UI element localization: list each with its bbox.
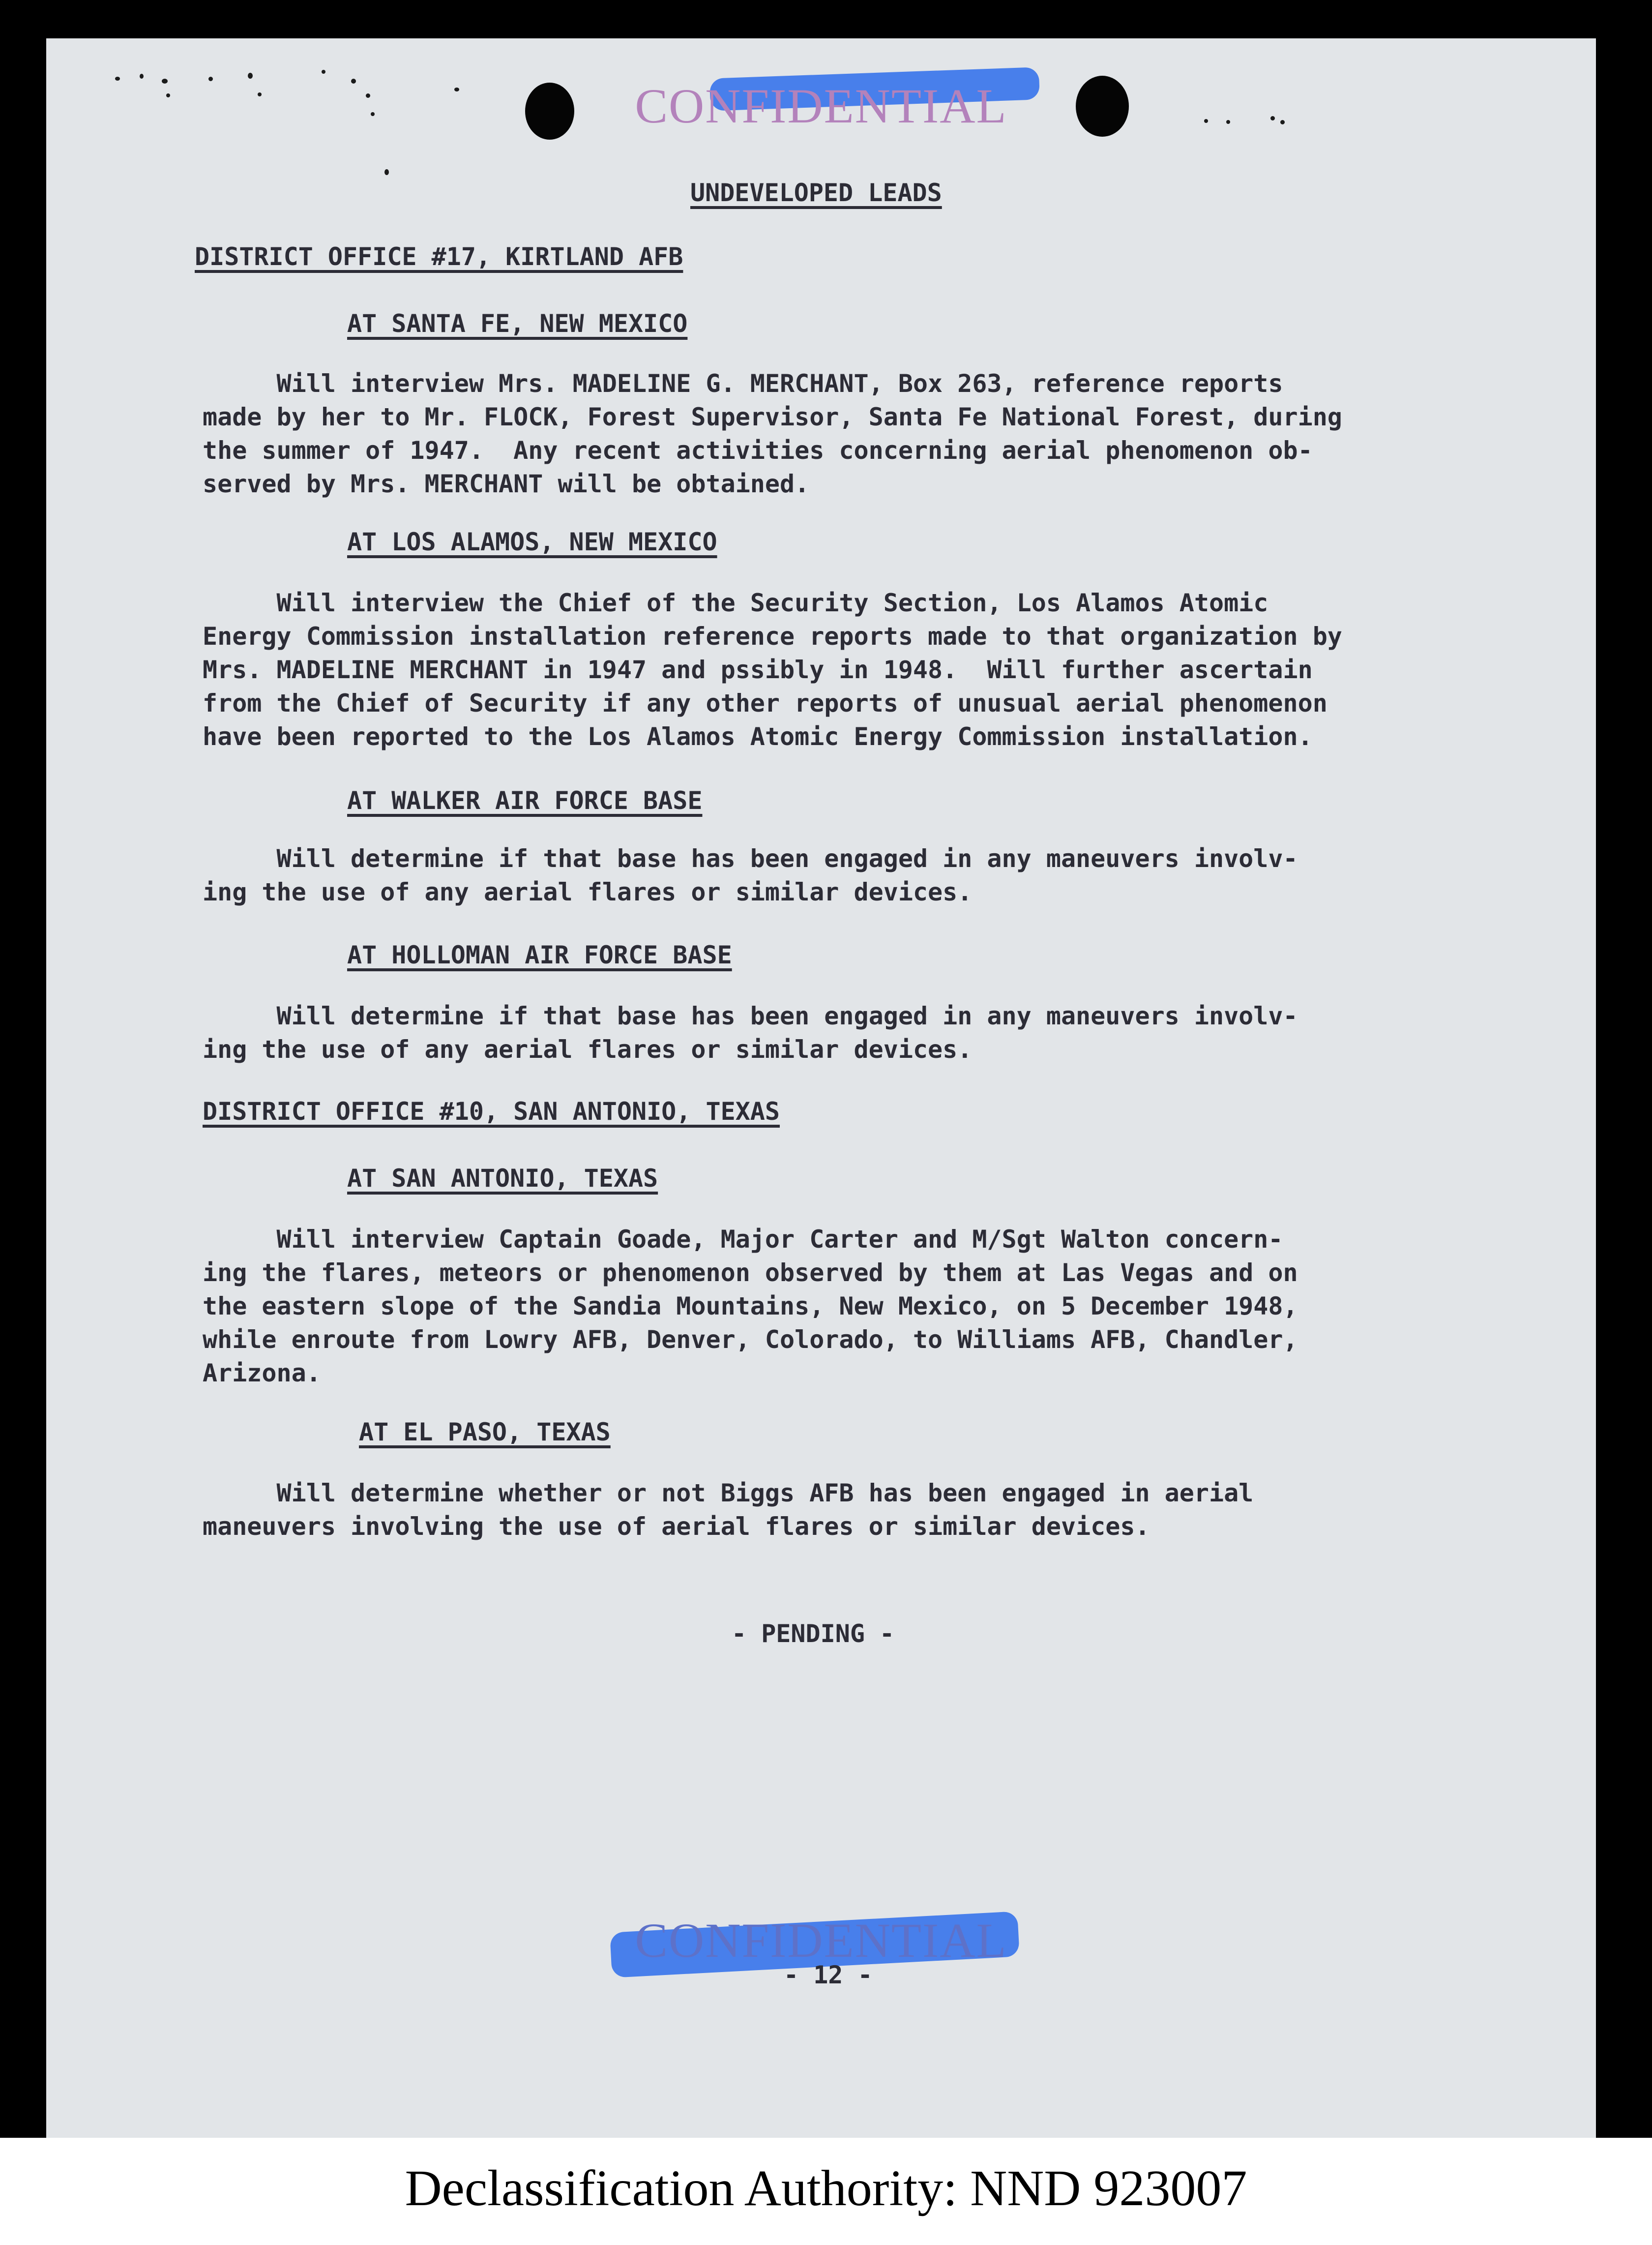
section-heading: AT SANTA FE, NEW MEXICO <box>347 309 688 338</box>
paragraph-line: Mrs. MADELINE MERCHANT in 1947 and pssibly in 1948. Will further ascertain <box>203 656 1313 684</box>
paragraph-line: from the Chief of Security if any other reports of unusual aerial phenomenon <box>203 689 1328 718</box>
paragraph-line: Will interview Mrs. MADELINE G. MERCHANT, Box 263, reference reports <box>203 369 1283 398</box>
paragraph-line: Arizona. <box>203 1359 321 1387</box>
paragraph-line: made by her to Mr. FLOCK, Forest Supervisor, Santa Fe National Forest, during <box>203 403 1342 431</box>
confidential-stamp: CONFIDENTIAL <box>635 79 1007 133</box>
paragraph-line: Will interview the Chief of the Security Section, Los Alamos Atomic <box>203 589 1268 617</box>
document-page <box>46 38 1596 2138</box>
paragraph-line: maneuvers involving the use of aerial flares or similar devices. <box>203 1512 1150 1541</box>
section-heading: AT LOS ALAMOS, NEW MEXICO <box>347 528 717 556</box>
ink-speck <box>322 70 325 74</box>
paragraph-line: ing the use of any aerial flares or similar devices. <box>203 878 973 906</box>
section-heading: AT SAN ANTONIO, TEXAS <box>347 1164 658 1193</box>
paragraph-line: have been reported to the Los Alamos Atomic Energy Commission installation. <box>203 722 1313 751</box>
paragraph-line: the eastern slope of the Sandia Mountains, New Mexico, on 5 December 1948, <box>203 1292 1298 1320</box>
paragraph-line: Will determine if that base has been engaged in any maneuvers involv- <box>203 1002 1298 1030</box>
section-heading: AT HOLLOMAN AIR FORCE BASE <box>347 941 732 969</box>
section-heading: AT WALKER AIR FORCE BASE <box>347 786 703 815</box>
declassification-footer: Declassification Authority: NND 923007 <box>405 2160 1247 2216</box>
paragraph-line: Will determine whether or not Biggs AFB has been engaged in aerial <box>203 1479 1254 1507</box>
pending-marker: - PENDING - <box>732 1619 895 1648</box>
section-heading: AT EL PASO, TEXAS <box>359 1418 611 1446</box>
district-heading: DISTRICT OFFICE #17, KIRTLAND AFB <box>195 242 683 271</box>
ink-speck <box>384 169 389 175</box>
district-heading: DISTRICT OFFICE #10, SAN ANTONIO, TEXAS <box>203 1097 780 1126</box>
document-title: UNDEVELOPED LEADS <box>690 179 942 207</box>
paragraph-line: while enroute from Lowry AFB, Denver, Colorado, to Williams AFB, Chandler, <box>203 1325 1298 1354</box>
paragraph-line: Will interview Captain Goade, Major Carter and M/Sgt Walton concern- <box>203 1225 1283 1254</box>
paragraph-line: ing the use of any aerial flares or similar devices. <box>203 1035 973 1064</box>
paragraph-line: ing the flares, meteors or phenomenon observed by them at Las Vegas and on <box>203 1258 1298 1287</box>
confidential-stamp: CONFIDENTIAL <box>635 1913 1007 1968</box>
paragraph-line: Energy Commission installation reference reports made to that organization by <box>203 622 1342 651</box>
page-number: - 12 - <box>784 1961 873 1989</box>
paragraph-line: the summer of 1947. Any recent activities concerning aerial phenomenon ob- <box>203 436 1313 465</box>
paragraph-line: served by Mrs. MERCHANT will be obtained. <box>203 470 810 498</box>
paragraph-line: Will determine if that base has been engaged in any maneuvers involv- <box>203 844 1298 873</box>
